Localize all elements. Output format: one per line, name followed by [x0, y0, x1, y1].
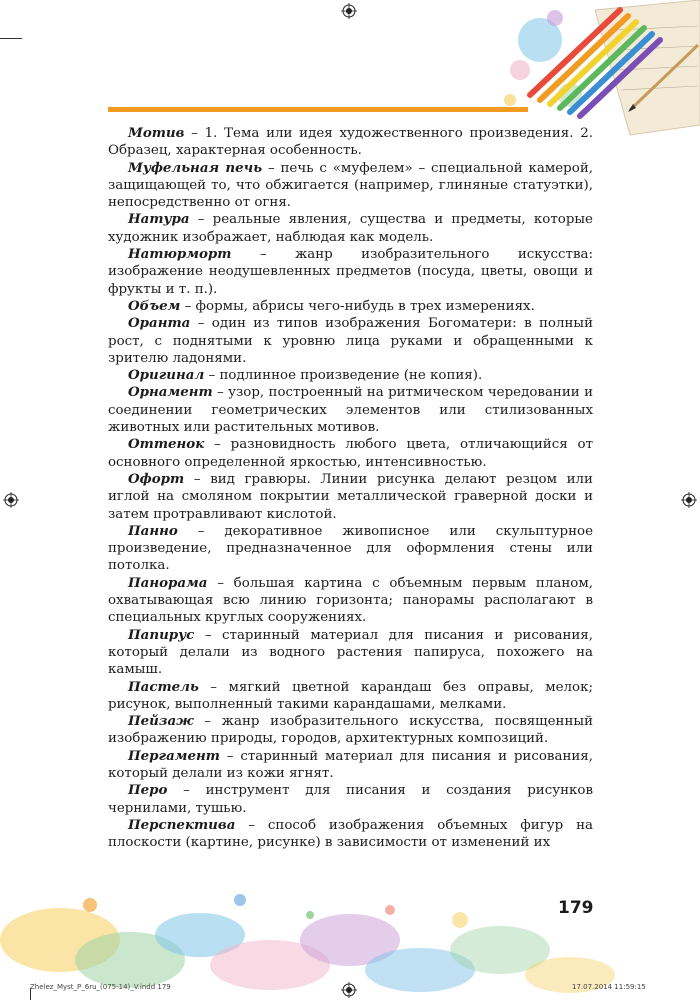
- glossary-term: Перспектива: [128, 816, 236, 833]
- glossary-definition: – мягкий цветной карандаш без оправы, мелок; рисунок, выполненный такими карандашами, мелками.: [108, 679, 593, 712]
- glossary-entry: [108, 627, 593, 679]
- glossary-entry: [108, 436, 593, 471]
- glossary-term: Папирус: [128, 626, 195, 643]
- glossary-definition: – узор, построенный на ритмическом чередовании и соединении геометрических элементов или стилизованных животных или растительных мотивов.: [108, 385, 593, 436]
- glossary-definition: – подлинное произведение (не копия).: [204, 368, 483, 384]
- glossary-term: Оригинал: [128, 367, 205, 384]
- glossary-entry: [108, 748, 593, 783]
- glossary-term: Оттенок: [128, 436, 205, 453]
- glossary-definition: – старинный материал для писания и рисования, который делали из водного растения папируса, похожего на камыш.: [108, 627, 593, 678]
- glossary-definition: – способ изображения объемных фигур на плоскости (картине, рисунке) в зависимости от изменений их: [108, 817, 593, 851]
- glossary-entry: [108, 679, 593, 714]
- print-slug-timestamp: 17.07.2014 11:59:15: [572, 983, 646, 991]
- glossary-term: Перо: [128, 782, 168, 799]
- glossary-definition: – формы, абрисы чего-нибудь в трех измерениях.: [180, 298, 535, 314]
- glossary-term: Панно: [128, 522, 178, 539]
- glossary-term: Пейзаж: [128, 713, 194, 730]
- registration-mark-icon: [3, 492, 19, 508]
- glossary-entry: [108, 713, 593, 748]
- glossary-term: Пергамент: [128, 747, 220, 764]
- glossary-definition: – жанр изобразительного искусства: изображение неодушевленных предметов (посуда, цветы, овощи и фрукты и т. п.).: [108, 247, 593, 297]
- glossary-term: Орнамент: [128, 384, 213, 401]
- glossary-term: Пастель: [128, 678, 199, 695]
- glossary-definition: – старинный материал для писания и рисования, который делали из кожи ягнят.: [108, 748, 593, 781]
- glossary-entry: [108, 246, 593, 298]
- glossary-definition: – жанр изобразительного искусства, посвященный изображению природы, городов, архитектурных композиций.: [108, 714, 593, 747]
- glossary-entry: [108, 160, 593, 212]
- glossary-entry: [108, 384, 593, 436]
- glossary-entry: [108, 315, 593, 367]
- glossary-entry: [108, 471, 593, 523]
- glossary-definition: – разновидность любого цвета, отличающийся от основного определенной яркостью, интенсивностью.: [108, 437, 593, 470]
- glossary-definition: – печь с «муфелем» – специальной камерой, защищающей то, что обжигается (например, глиняные статуэтки), непосредственно от огня.: [108, 160, 593, 211]
- glossary-entry: [108, 575, 593, 627]
- page-number: 179: [558, 898, 594, 918]
- glossary-entry: [108, 817, 593, 852]
- glossary-term: Натюрморт: [128, 246, 232, 263]
- glossary-definition: – один из типов изображения Богоматери: в полный рост, с поднятыми к уровню лица руками и обращенными к зрителю ладонями.: [108, 316, 593, 366]
- glossary-entry: [108, 298, 593, 315]
- registration-mark-icon: [681, 492, 697, 508]
- pencils-illustration: [500, 0, 700, 140]
- glossary-entry: [108, 367, 593, 384]
- glossary-definition: – инструмент для писания и создания рисунков чернилами, тушью.: [108, 783, 593, 816]
- paint-splash-decoration: [0, 880, 620, 1000]
- registration-mark-icon: [341, 3, 357, 19]
- glossary-definition: – декоративное живописное или скульптурное произведение, предназначенное для оформления стены или потолка.: [108, 523, 593, 574]
- header-rule: [108, 107, 528, 112]
- glossary-definition: – 1. Тема или идея художественного произведения. 2. Образец, характерная особенность.: [108, 126, 593, 159]
- glossary-term: Муфельная печь: [128, 159, 263, 176]
- glossary-definition: – большая картина с объемным первым планом, охватывающая всю линию горизонта; панорамы располагают в специальных круглых сооружениях.: [108, 575, 593, 626]
- glossary-entry: [108, 125, 593, 160]
- glossary-definition: – вид гравюры. Линии рисунка делают резцом или иглой на смоляном покрытии металлической граверной доски и затем протравливают кислотой.: [108, 471, 593, 522]
- glossary-term: Натура: [128, 211, 190, 228]
- glossary-term: Мотив: [128, 125, 185, 141]
- glossary-term: Объем: [128, 297, 181, 314]
- glossary-definition: – реальные явления, существа и предметы, которые художник изображает, наблюдая как модель.: [108, 212, 593, 245]
- glossary-term: Оранта: [128, 315, 191, 332]
- glossary-entry: [108, 211, 593, 246]
- glossary-text: [108, 125, 593, 851]
- glossary-entry: [108, 782, 593, 817]
- glossary-term: Панорама: [128, 574, 208, 591]
- print-slug-file: Zhelez_Myst_P_6ru_(075-14)_V.indd 179: [30, 983, 171, 991]
- crop-mark-left: [0, 38, 22, 39]
- glossary-entry: [108, 523, 593, 575]
- glossary-term: Офорт: [128, 470, 185, 487]
